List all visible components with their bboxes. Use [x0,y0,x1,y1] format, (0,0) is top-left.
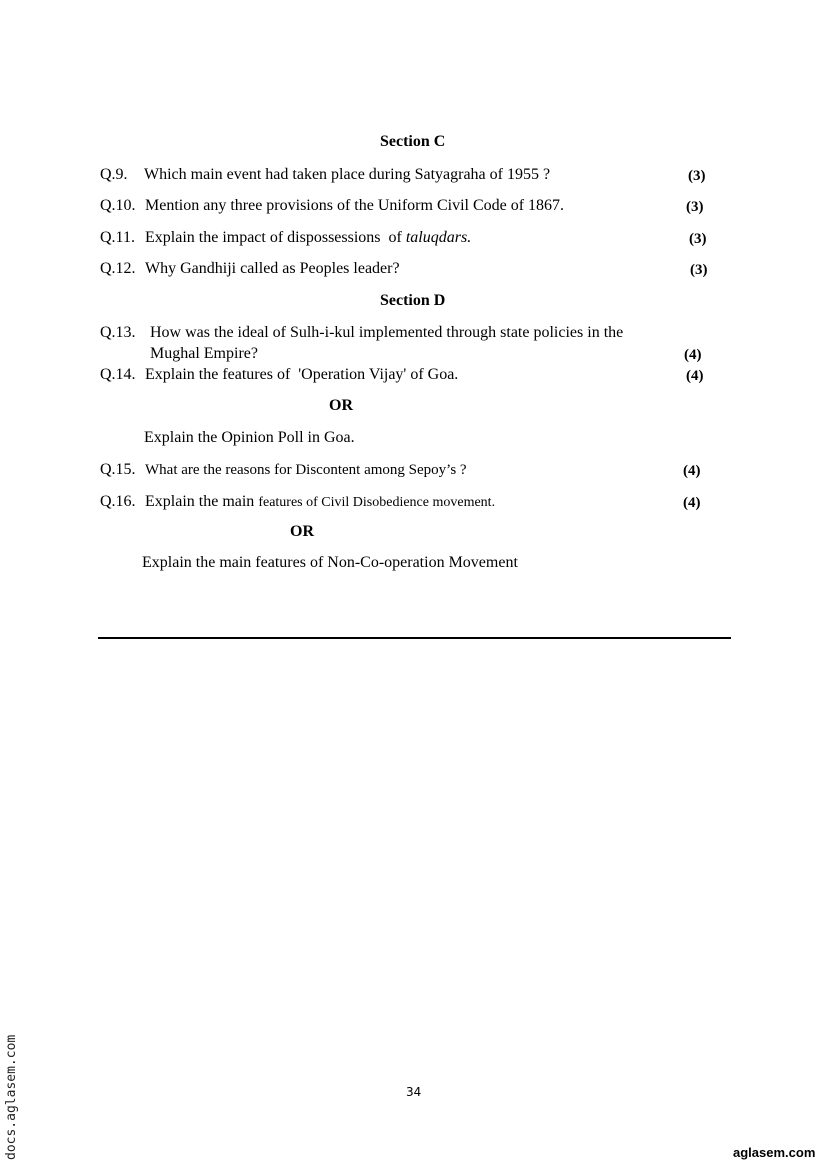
question-marks: (3) [686,199,704,215]
side-watermark: docs.aglasem.com [4,1034,19,1160]
question-number: Q.12. [100,260,136,277]
question-marks: (4) [683,495,701,511]
question-text-line-2: Mughal Empire? [150,345,258,362]
alternative-question: Explain the Opinion Poll in Goa. [144,429,355,446]
question-text: Why Gandhiji called as Peoples leader? [145,260,400,277]
question-text: Which main event had taken place during Satyagraha of 1955 ? [144,166,551,183]
question-number: Q.13. [100,324,136,341]
question-number: Q.16. [100,493,136,510]
question-text-continued: features of Civil Disobedience movement. [258,495,496,510]
page-number: 34 [406,1085,422,1099]
question-marks: (3) [688,168,706,184]
question-number: Q.11. [100,229,135,246]
question-marks: (3) [690,262,708,278]
question-marks: (3) [689,231,707,247]
section-d-heading: Section D [380,292,446,309]
question-marks: (4) [686,368,704,384]
question-text-line-1: How was the ideal of Sulh-i-kul implemented through state policies in the [150,324,624,341]
brand-footer: aglasem.com [733,1145,816,1160]
question-number: Q.10. [100,197,136,214]
question-text: Explain the features of 'Operation Vijay' of Goa. [145,366,459,383]
section-c-heading: Section C [380,133,446,150]
alternative-question: Explain the main features of Non-Co-operation Movement [142,554,518,571]
question-number: Q.14. [100,366,136,383]
question-text-italic: taluqdars. [405,229,472,246]
question-text: Explain the impact of dispossessions of [145,229,402,246]
question-marks: (4) [684,347,702,363]
question-text: What are the reasons for Discontent among Sepoy’s ? [145,462,467,478]
question-number: Q.15. [100,461,136,478]
question-13 [100,323,720,365]
question-number: Q.9. [100,166,128,183]
question-text: Mention any three provisions of the Uniform Civil Code of 1867. [145,197,565,214]
question-text: Explain the main [145,493,255,510]
horizontal-rule [98,637,731,639]
or-divider: OR [290,523,314,540]
or-divider: OR [329,397,353,414]
question-marks: (4) [683,463,701,479]
